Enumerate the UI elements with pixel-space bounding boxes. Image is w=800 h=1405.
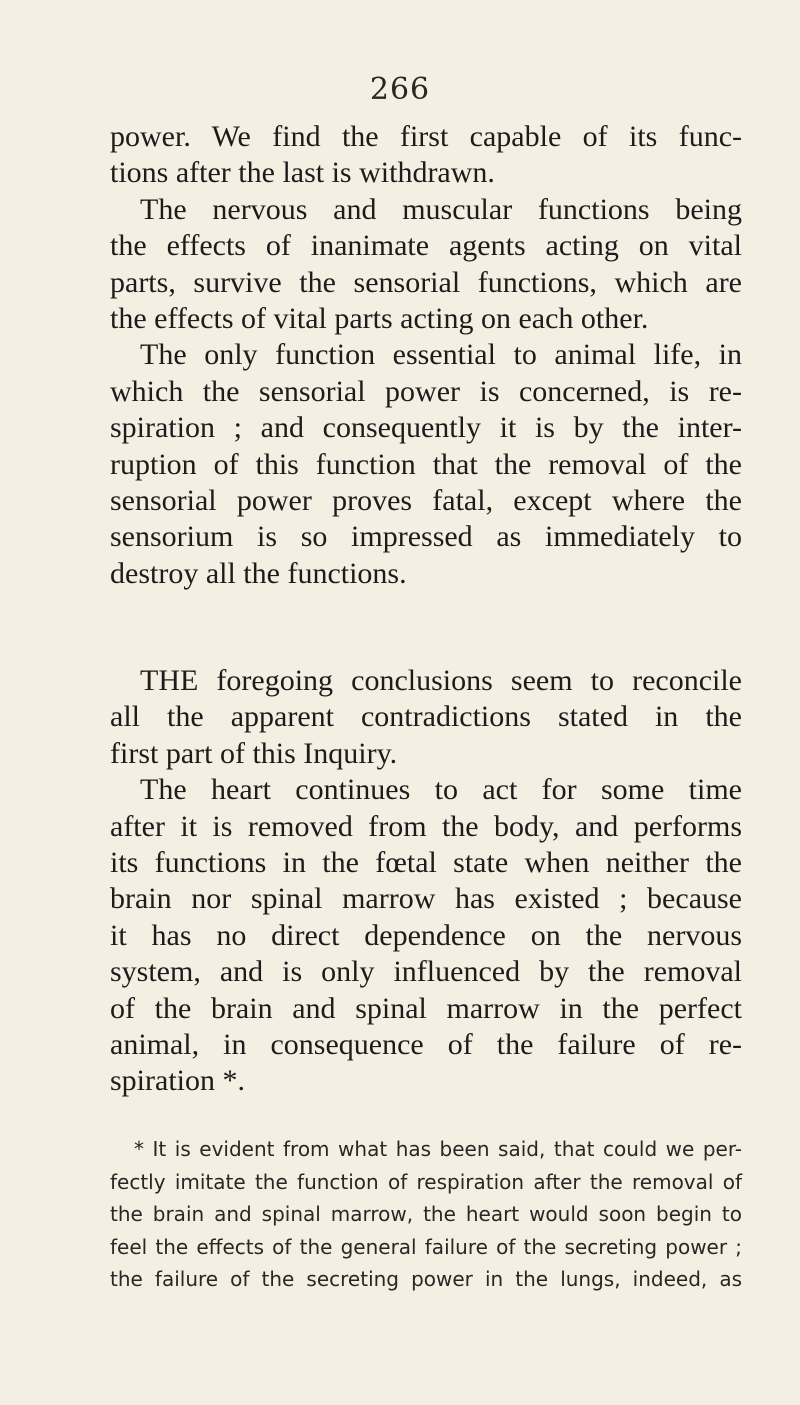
text-line: power. We find the first capable of its func- bbox=[110, 120, 742, 153]
text-line: spiration ; and consequently it is by the inter- bbox=[110, 411, 742, 445]
text-line: of the brain and spinal marrow in the perfect bbox=[110, 991, 742, 1025]
text-line: all the apparent contradictions stated in the bbox=[110, 700, 742, 734]
text-line: The nervous and muscular functions being bbox=[140, 192, 742, 226]
paragraph-2 bbox=[110, 192, 742, 338]
footnote-line: feel the effects of the general failure of the secreting power ; bbox=[110, 1234, 742, 1259]
text-line: animal, in consequence of the failure of re- bbox=[110, 1027, 742, 1061]
text-line: brain nor spinal marrow has existed ; because bbox=[110, 882, 742, 916]
main-text-block-2 bbox=[110, 663, 742, 1100]
footnote-line: * It is evident from what has been said, that could we per- bbox=[134, 1137, 742, 1161]
text-line: the effects of inanimate agents acting on vital bbox=[110, 229, 742, 263]
text-line: after it is removed from the body, and performs bbox=[110, 809, 742, 843]
footnote-line: the brain and spinal marrow, the heart would soon begin to bbox=[110, 1202, 742, 1226]
text-line: spiration *. bbox=[110, 1064, 245, 1098]
footnote-line: fectly imitate the function of respiration after the removal of bbox=[110, 1169, 742, 1194]
paragraph-4 bbox=[110, 663, 742, 772]
text-line: The only function essential to animal life, in bbox=[140, 338, 742, 372]
text-line: its functions in the fœtal state when neither the bbox=[110, 845, 742, 879]
main-text-block-1 bbox=[110, 119, 742, 592]
footnote-line: the failure of the secreting power in the lungs, indeed, as bbox=[110, 1267, 742, 1291]
page-number: 266 bbox=[369, 72, 431, 107]
text-line: first part of this Inquiry. bbox=[110, 736, 398, 770]
paragraph-5 bbox=[110, 772, 742, 1100]
text-line: ruption of this function that the removal of the bbox=[110, 447, 742, 481]
footnote bbox=[110, 1133, 742, 1296]
text-line: which the sensorial power is concerned, is re- bbox=[110, 374, 742, 408]
text-line: parts, survive the sensorial functions, which are bbox=[110, 265, 742, 299]
text-line: the effects of vital parts acting on each other. bbox=[110, 301, 649, 335]
text-line: sensorium is so impressed as immediately to bbox=[110, 520, 742, 554]
text-line: The heart continues to act for some time bbox=[140, 773, 742, 807]
text-line: sensorial power proves fatal, except where the bbox=[110, 483, 742, 517]
paragraph-3 bbox=[110, 337, 742, 592]
text-line: THE foregoing conclusions seem to reconcile bbox=[140, 664, 742, 697]
text-line: it has no direct dependence on the nervous bbox=[110, 918, 742, 952]
text-line: destroy all the functions. bbox=[110, 556, 407, 590]
text-line: system, and is only influenced by the removal bbox=[110, 955, 742, 989]
text-line: tions after the last is withdrawn. bbox=[110, 156, 495, 190]
paragraph-1 bbox=[110, 119, 742, 192]
